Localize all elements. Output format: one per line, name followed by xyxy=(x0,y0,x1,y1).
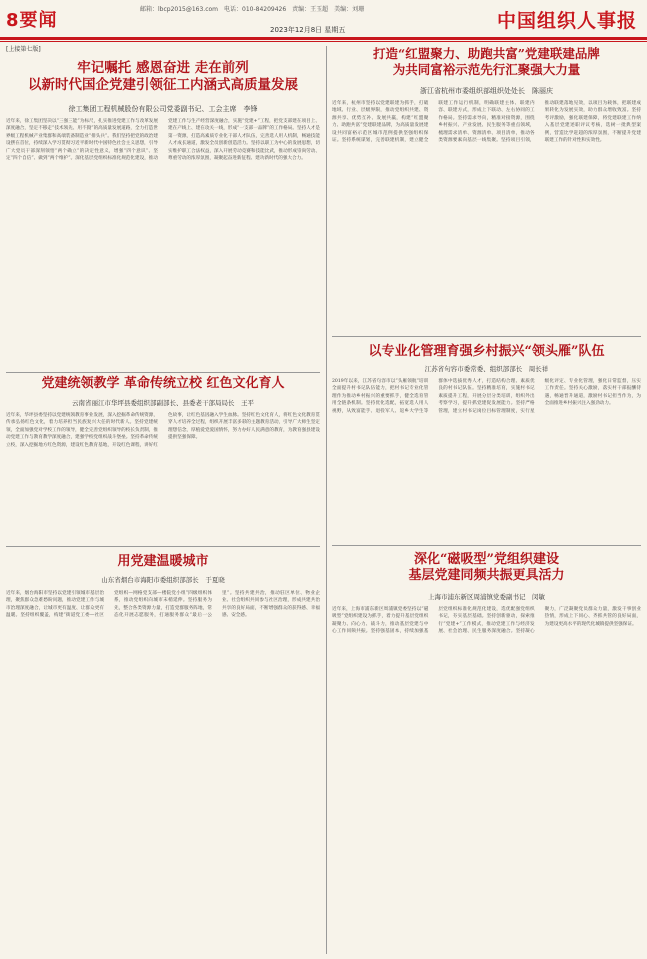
article1-headline-line2: 以新时代国企党建引领征工内涵式高质量发展 xyxy=(28,76,298,93)
article2-bottom-rule xyxy=(332,336,641,337)
article4-bottom-rule xyxy=(332,545,641,546)
article2-headline xyxy=(332,46,641,77)
page-number: 8要闻 xyxy=(6,10,58,31)
article6-body: 近年来，上海市浦东新区周浦镇党委坚持以“磁吸型”党组织建设为抓手，着力提升基层党组织凝聚力、向心力、战斗力，推动基层党建与中心工作同频共振。坚持强基固本，持续加强基层党组织标准化规范化建设，选优配强党组织书记，夯实基层基础。坚持创新驱动，探索推行“党建+”工作模式，推动党建工作与经济发展、社会治理、民生服务深度融合。坚持凝心聚力，广泛凝聚党员群众力量，激发干事创业热情，形成上下同心、齐抓共管的良好局面，为建设更高水平的现代化城镇提供坚强保证。 xyxy=(332,607,641,635)
article5-body: 近年来，烟台海阳市坚持以党建引领城市基层治理，聚焦群众急难愁盼问题，推动党建工作与城市治理深度融合，让城市更有温度、让群众更有温暖。坚持组织覆盖，构建“街道党工委—社区党组织—网格党支部—楼院党小组”四级组织体系，推动党组织向城市末梢延伸。坚持服务为先，整合各类资源力量，打造党群服务阵地，常态化开展志愿服务，打通服务群众“最后一公里”。坚持共建共治，推动驻区单位、物业企业、社会组织共同参与社区治理，形成共建共治共享的良好局面，不断增强群众的获得感、幸福感、安全感。 xyxy=(6,591,320,619)
article5-headline: 用党建温暖城市 xyxy=(117,554,209,569)
masthead xyxy=(0,0,647,38)
article2-body: 近年来，杭州市坚持以党建联建为抓手，打破地域、行业、层级界限，推动党组织共建、资源共享、优势互补、发展共赢，构建“红盟聚力、助跑共富”党建联建品牌，为高质量发展建设共同富裕示范区城市范例提供坚强组织保证。坚持系统谋划，完善联建机制，建立健全联建工作运行机制，明确联建主体、联建内容、联建方式，形成上下联动、左右协同的工作格局。坚持需求导向，精准对接资源，围绕乡村振兴、产业发展、民生服务等重点领域，梳理需求清单、资源清单、项目清单，推动各类资源要素向基层一线集聚。坚持项目引领，推动联建落地见效，以项目为载体，把联建成果转化为发展实效，助力群众增收致富。坚持考评激励，强化联建保障，将党建联建工作纳入基层党建述职评议考核，选树一批典型案例，营造比学赶超的浓厚氛围，不断提升党建联建工作的针对性和实效性。 xyxy=(332,101,641,144)
article1-bottom-rule xyxy=(6,372,320,373)
article1-byline: 徐工集团工程机械股份有限公司党委副书记、工会主席 李锋 xyxy=(68,105,258,113)
column-divider xyxy=(326,46,327,954)
article3-body: 近年来，华坪县委坚持以党建统领教育事业发展，深入挖掘革命传统资源，传承弘扬红色文化，着力培养担当民族复兴大任的时代新人。坚持党建统领，全面加强党对学校工作的领导，健全完善党组织领导的校长负责制，推动党建工作与教育教学深度融合，建强学校党组织战斗堡垒。坚持革命传统立校，深入挖掘地方红色资源，建设红色教育基地，开设红色课程，讲好红色故事，让红色基因融入学生血脉。坚持红色文化育人，将红色文化教育贯穿人才培养全过程，组织开展丰富多彩的主题教育活动，引导广大师生坚定理想信念，厚植爱党爱国情怀，努力办好人民满意的教育，为教育强县建设提供坚强保障。 xyxy=(6,413,320,448)
continued-tag: [上接第七版] xyxy=(6,46,41,53)
article6-headline-line1: 深化“磁吸型”党组织建设 xyxy=(414,552,559,567)
masthead-red-rule xyxy=(0,37,647,40)
article4-body: 2019年以来，江苏省句容市以“头雁领航”培训全面提升村书记队伍能力，把村书记专业化管理作为推动乡村振兴的重要抓手，健全选育管用全链条机制。坚持优化选配，拓宽选人用人视野，从致富能手、退役军人、返乡大学生等群体中选拔优秀人才，打造结构合理、素质优良的村书记队伍。坚持精准培育，实施村书记素质提升工程，开展分层分类培训，组织外出考察学习，提升抓党建促发展能力。坚持严格管理，建立村书记岗位目标管理制度，实行星级化评定、专业化管理，强化日常监督，压实工作责任。坚持关心激励，落实村干部报酬待遇，畅通晋升通道，激励村书记担当作为，为全面推进乡村振兴注入强劲动力。 xyxy=(332,379,641,414)
article6-byline: 上海市浦东新区周浦镇党委副书记 闵敏 xyxy=(428,593,545,601)
article3-headline: 党建统领教学 革命传统立校 红色文化育人 xyxy=(41,376,285,391)
article2-byline: 浙江省杭州市委组织部组织处处长 陈丽庆 xyxy=(420,87,553,95)
dateline: 2023年12月8日 星期五 xyxy=(270,26,346,34)
article2-headline-line2: 为共同富裕示范先行汇聚强大力量 xyxy=(392,61,581,77)
contact-info: 邮箱：lbcp2015@163.com 电话：010-84209426 责编：王玉超 美编：刘珊 xyxy=(140,6,365,13)
article1-body: 近年来，徐工集团坚决以“三强三能”为标尺，扎实推进党建工作与改革发展深度融合，坚定不移走“技术领先、用不毁”的高质量发展道路，全力打造世界级工程机械产业集群和高端装备制造业“排头兵”。我们坚持把党的政治建设摆在首位，持续深入学习贯彻习近平新时代中国特色社会主义思想，引导广大党员干部深刻领悟“两个确立”的决定性意义，增强“四个意识”、坚定“四个自信”、做到“两个维护”。深化基层党组织标准化规范化建设，推动党建工作与生产经营深度融合，实施“党建+”工程，把党支部建在项目上、建在产线上、建在攻关一线，形成“一支部一品牌”的工作格局。坚持人才是第一资源，打造高素质专业化干部人才队伍，完善选人用人机制，畅通技能人才成长通道，激发全员创新创造活力。坚持以职工为中心的发展思想，切实维护职工合法权益，深入开展劳动竞赛和技能比武，推动形成崇尚劳动、尊重劳动的浓厚氛围，凝聚起奋进新征程、建功新时代的强大合力。 xyxy=(6,119,320,162)
article3-bottom-rule xyxy=(6,546,320,547)
article6-headline-line2: 基层党建同频共振更具活力 xyxy=(408,568,565,584)
article4-headline: 以专业化管理育强乡村振兴“领头雁”队伍 xyxy=(368,344,605,359)
article3-byline: 云南省丽江市华坪县委组织部副部长、县委老干部局局长 王平 xyxy=(72,399,254,407)
article5-byline: 山东省烟台市海阳市委组织部部长 于夏晓 xyxy=(101,576,225,584)
article6-headline xyxy=(332,552,641,585)
article1-headline-line1: 牢记嘱托 感恩奋进 走在前列 xyxy=(77,60,249,76)
newspaper-logo: 中国组织人事报 xyxy=(496,10,637,32)
article4-byline: 江苏省句容市委常委、组织部部长 周长祥 xyxy=(424,365,549,373)
article2-headline-line1: 打造“红盟聚力、助跑共富”党建联建品牌 xyxy=(373,46,600,61)
masthead-thin-rule xyxy=(0,41,647,42)
article1-headline xyxy=(6,60,320,94)
